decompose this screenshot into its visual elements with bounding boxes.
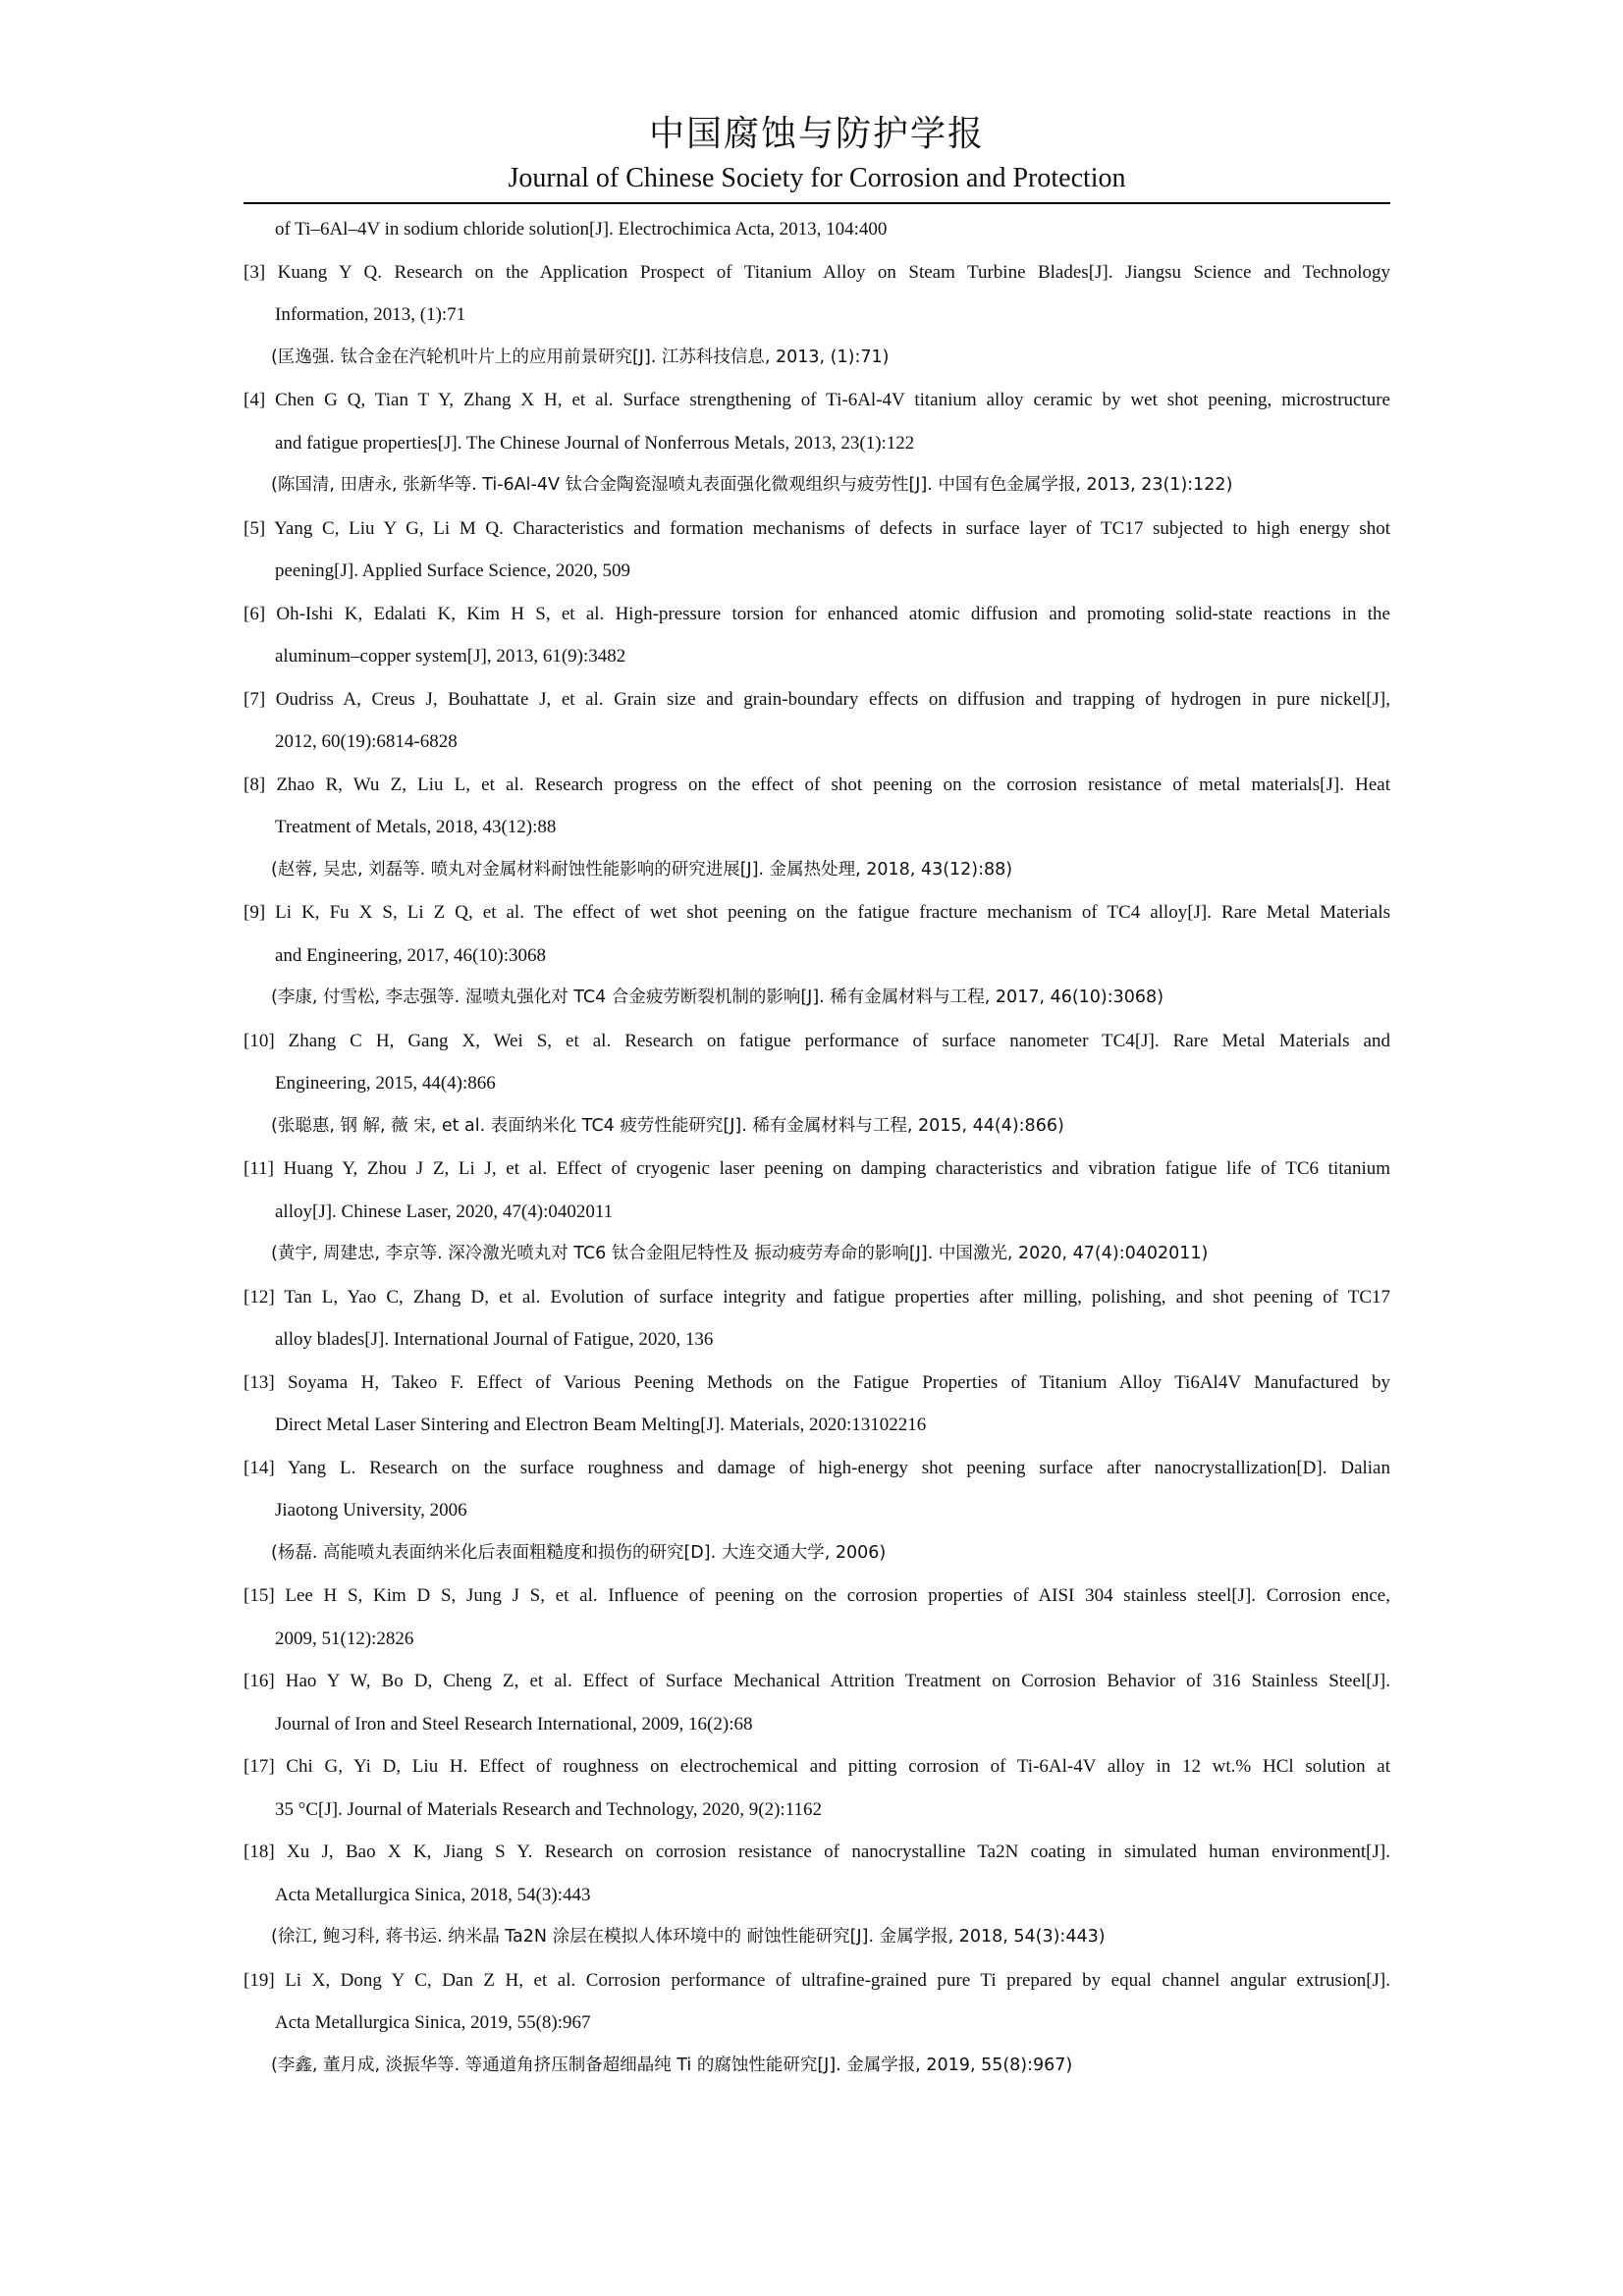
reference-text: [3] Kuang Y Q. Research on the Application Prospect of Titanium Alloy on Steam Turbine Blades[J]. Jiangsu Science and Technology xyxy=(243,261,1390,283)
reference-text: [17] Chi G, Yi D, Liu H. Effect of roughness on electrochemical and pitting corrosion of Ti-6Al-4V alloy in 12 wt.% HCl solution at xyxy=(243,1756,1390,1777)
reference-text: [6] Oh-Ishi K, Edalati K, Kim H S, et al. High-pressure torsion for enhanced atomic diffusion and promoting solid-state reactions in the xyxy=(243,603,1390,624)
reference-chinese-translation: (陈国清, 田唐永, 张新华等. Ti-6Al-4V 钛合金陶瓷湿喷丸表面强化微观组织与疲劳性[J]. 中国有色金属学报, 2013, 23(1):122) xyxy=(271,475,1233,495)
reference-entry xyxy=(243,251,1390,380)
reference-entry xyxy=(243,1660,1390,1745)
journal-title-chinese: 中国腐蚀与防护学报 xyxy=(648,114,985,154)
reference-text-continued: and Engineering, 2017, 46(10):3068 xyxy=(275,944,546,966)
reference-chinese-translation: (李鑫, 董月成, 淡振华等. 等通道角挤压制备超细晶纯 Ti 的腐蚀性能研究[J]. 金属学报, 2019, 55(8):967) xyxy=(271,2055,1073,2075)
journal-title-english: Journal of Chinese Society for Corrosion and Protection xyxy=(508,163,1126,193)
reference-text: [9] Li K, Fu X S, Li Z Q, et al. The effect of wet shot peening on the fatigue fracture mechanism of TC4 alloy[J]. Rare Metal Materials xyxy=(243,902,1390,923)
reference-text-continued: Journal of Iron and Steel Research International, 2009, 16(2):68 xyxy=(275,1713,753,1735)
reference-text: [12] Tan L, Yao C, Zhang D, et al. Evolution of surface integrity and fatigue properties after milling, polishing, and shot peening of TC17 xyxy=(243,1286,1390,1308)
reference-entry xyxy=(243,1575,1390,1660)
reference-text-continued: alloy[J]. Chinese Laser, 2020, 47(4):0402011 xyxy=(275,1201,614,1222)
reference-text: of Ti–6Al–4V in sodium chloride solution[J]. Electrochimica Acta, 2013, 104:400 xyxy=(275,219,888,240)
reference-text: [4] Chen G Q, Tian T Y, Zhang X H, et al. Surface strengthening of Ti-6Al-4V titanium alloy ceramic by wet shot peening, microstructure xyxy=(243,390,1390,410)
reference-text: [10] Zhang C H, Gang X, Wei S, et al. Research on fatigue performance of surface nanometer TC4[J]. Rare Metal Materials and xyxy=(243,1030,1390,1051)
reference-text-continued: Treatment of Metals, 2018, 43(12):88 xyxy=(275,817,557,837)
reference-chinese-translation: (李康, 付雪松, 李志强等. 湿喷丸强化对 TC4 合金疲劳断裂机制的影响[J]. 稀有金属材料与工程, 2017, 46(10):3068) xyxy=(271,988,1164,1007)
reference-text-continued: Direct Metal Laser Sintering and Electron Beam Melting[J]. Materials, 2020:13102216 xyxy=(275,1415,927,1435)
page-header xyxy=(243,110,1390,196)
reference-text: [8] Zhao R, Wu Z, Liu L, et al. Research progress on the effect of shot peening on the corrosion resistance of metal materials[J]. Heat xyxy=(243,774,1390,795)
reference-entry xyxy=(243,593,1390,678)
reference-text-continued: Information, 2013, (1):71 xyxy=(275,304,466,325)
reference-text-continued: and fatigue properties[J]. The Chinese Journal of Nonferrous Metals, 2013, 23(1):122 xyxy=(275,432,915,454)
reference-text: [14] Yang L. Research on the surface roughness and damage of high-energy shot peening surface after nanocrystallization[D]. Dalian xyxy=(243,1457,1390,1478)
reference-text-continued: aluminum–copper system[J], 2013, 61(9):3482 xyxy=(275,646,626,667)
reference-chinese-translation: (杨磊. 高能喷丸表面纳米化后表面粗糙度和损伤的研究[D]. 大连交通大学, 2006) xyxy=(271,1542,887,1563)
reference-text-continued: Acta Metallurgica Sinica, 2019, 55(8):967 xyxy=(275,2012,591,2033)
reference-chinese-translation: (张聪惠, 钢 解, 薇 宋, et al. 表面纳米化 TC4 疲劳性能研究[J]. 稀有金属材料与工程, 2015, 44(4):866) xyxy=(271,1115,1064,1136)
reference-entry xyxy=(243,1745,1390,1831)
reference-text: [11] Huang Y, Zhou J Z, Li J, et al. Effect of cryogenic laser peening on damping characteristics and vibration fatigue life of TC6 titanium xyxy=(243,1158,1390,1179)
reference-entry xyxy=(243,507,1390,593)
reference-chinese-translation: (徐江, 鲍习科, 蒋书运. 纳米晶 Ta2N 涂层在模拟人体环境中的 耐蚀性能研究[J]. 金属学报, 2018, 54(3):443) xyxy=(271,1927,1106,1947)
reference-entry xyxy=(243,1447,1390,1575)
reference-text: [7] Oudriss A, Creus J, Bouhattate J, et al. Grain size and grain-boundary effects on diffusion and trapping of hydrogen in pure nickel[J], xyxy=(243,688,1390,710)
reference-text: [5] Yang C, Liu Y G, Li M Q. Characteristics and formation mechanisms of defects in surface layer of TC17 subjected to high energy shot xyxy=(243,517,1390,539)
reference-text-continued: Acta Metallurgica Sinica, 2018, 54(3):443 xyxy=(275,1884,591,1905)
reference-entry xyxy=(243,208,1390,251)
reference-text-continued: 2009, 51(12):2826 xyxy=(275,1628,414,1649)
header-rule xyxy=(243,202,1390,204)
reference-entry xyxy=(243,1959,1390,2088)
reference-text: [13] Soyama H, Takeo F. Effect of Various Peening Methods on the Fatigue Properties of Titanium Alloy Ti6Al4V Manufactured by xyxy=(243,1371,1390,1393)
reference-text-continued: alloy blades[J]. International Journal of Fatigue, 2020, 136 xyxy=(275,1329,714,1350)
reference-text-continued: Jiaotong University, 2006 xyxy=(275,1500,467,1521)
reference-entry xyxy=(243,1148,1390,1276)
reference-entry xyxy=(243,764,1390,892)
reference-entry xyxy=(243,1362,1390,1447)
reference-text: [16] Hao Y W, Bo D, Cheng Z, et al. Effect of Surface Mechanical Attrition Treatment on Corrosion Behavior of 316 Stainless Steel[J]. xyxy=(243,1671,1390,1691)
reference-text: [19] Li X, Dong Y C, Dan Z H, et al. Corrosion performance of ultrafine-grained pure Ti prepared by equal channel angular extrusion[J]. xyxy=(243,1969,1390,1991)
reference-text: [18] Xu J, Bao X K, Jiang S Y. Research on corrosion resistance of nanocrystalline Ta2N coating in simulated human environment[J]. xyxy=(243,1842,1390,1862)
reference-chinese-translation: (赵蓉, 吴忠, 刘磊等. 喷丸对金属材料耐蚀性能影响的研究进展[J]. 金属热处理, 2018, 43(12):88) xyxy=(271,859,1013,880)
reference-entry xyxy=(243,379,1390,507)
reference-entry xyxy=(243,891,1390,1020)
reference-entry xyxy=(243,678,1390,764)
reference-entry xyxy=(243,1020,1390,1148)
reference-entry xyxy=(243,1831,1390,1959)
reference-text: [15] Lee H S, Kim D S, Jung J S, et al. Influence of peening on the corrosion properties of AISI 304 stainless steel[J]. Corrosion ence, xyxy=(243,1585,1390,1606)
reference-chinese-translation: (匡逸强. 钛合金在汽轮机叶片上的应用前景研究[J]. 江苏科技信息, 2013, (1):71) xyxy=(271,347,890,367)
reference-text-continued: 2012, 60(19):6814-6828 xyxy=(275,731,458,752)
reference-text-continued: peening[J]. Applied Surface Science, 2020, 509 xyxy=(275,561,630,581)
reference-text-continued: 35 °C[J]. Journal of Materials Research and Technology, 2020, 9(2):1162 xyxy=(275,1798,822,1820)
reference-entry xyxy=(243,1276,1390,1362)
reference-list xyxy=(243,208,1390,2087)
reference-text-continued: Engineering, 2015, 44(4):866 xyxy=(275,1073,496,1094)
reference-chinese-translation: (黄宇, 周建忠, 李京等. 深冷激光喷丸对 TC6 钛合金阻尼特性及 振动疲劳寿命的影响[J]. 中国激光, 2020, 47(4):0402011) xyxy=(271,1244,1209,1263)
